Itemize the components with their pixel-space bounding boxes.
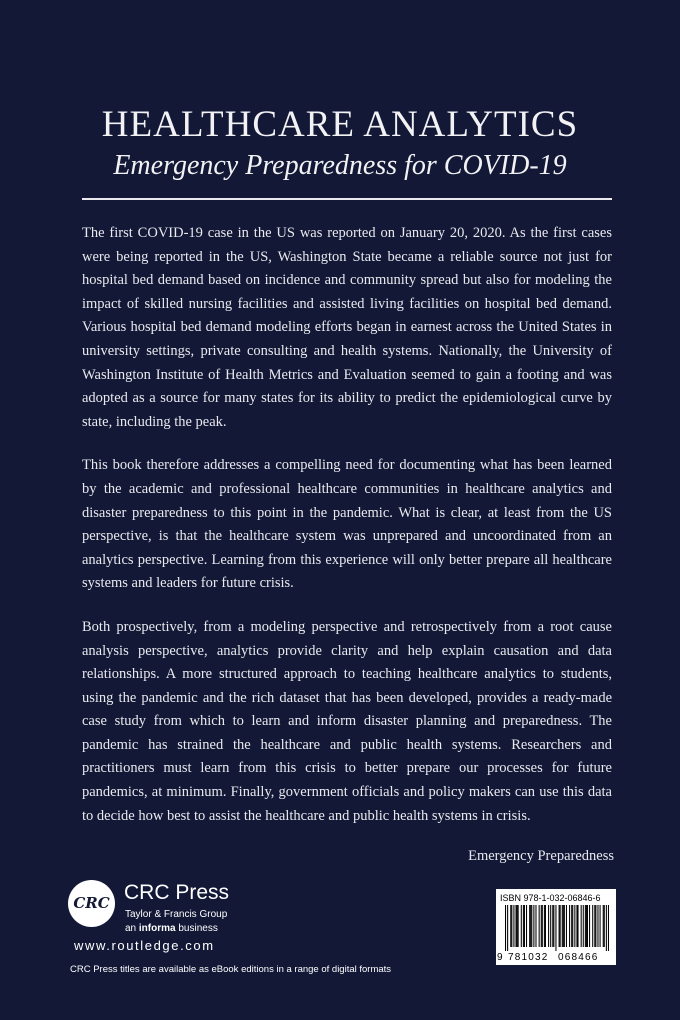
barcode-bar xyxy=(529,905,530,947)
barcode-bar xyxy=(574,905,575,947)
informa-suffix: business xyxy=(175,923,218,934)
barcode-bar xyxy=(566,905,567,947)
blurb-paragraph: This book therefore addresses a compelling need for documenting what has been learned by the academic and professional healthcare communities in healthcare analytics and disaster preparedness to this point in the pandemic. What is clear, at least from the US perspective, is that the healthcare system was unprepared and uncoordinated from an analytics perspective. Learning from this experience will only better prepare all healthcare systems and leaders for future crisis. xyxy=(82,457,612,592)
blurb-paragraph: Both prospectively, from a modeling perspective and retrospectively from a root cause analysis perspective, analytics provide clarity and help explain causation and data relationships. A more structured approach to teaching healthcare analytics to students, using the pandemic and the rich dataset that has been developed, provides a ready-made case study from which to learn and inform disaster planning and preparedness. The pandemic has strained the healthcare and public health systems. Researchers and practitioners must learn from this crisis to better prepare our processes for future pandemics, at minimum. Finally, government officials and policy makers can use this data to decide how best to assist the healthcare and public health systems in crisis. xyxy=(82,618,612,824)
barcode-bar xyxy=(510,905,511,947)
barcode-bar xyxy=(586,905,587,947)
barcode-bars xyxy=(505,905,609,951)
blurb xyxy=(82,222,612,848)
barcode xyxy=(496,889,616,965)
barcode-bar xyxy=(603,905,604,947)
barcode-bar xyxy=(594,905,595,947)
barcode-bar xyxy=(595,905,596,947)
barcode-bar xyxy=(604,905,605,947)
blurb-paragraph: The first COVID-19 case in the US was reported on January 20, 2020. As the first cases were being reported in the US, Washington State became a reliable source not just for hospital bed demand based on incidence and community spread but also for modeling the impact of skilled nursing facilities and assisted living facilities on hospital bed demand. Various hospital bed demand modeling efforts began in earnest across the United States in university settings, private consulting and health systems. Nationally, the University of Washington Institute of Health Metrics and Evaluation seemed to gain a footing and was adopted as a source for many states for its ability to predict the epidemiological curve by state, including the peak. xyxy=(82,225,612,430)
barcode-bar xyxy=(523,905,524,947)
title-divider xyxy=(82,198,612,200)
barcode-bar xyxy=(597,905,598,947)
barcode-bar xyxy=(545,905,546,947)
barcode-bar xyxy=(592,905,593,947)
barcode-bar xyxy=(555,905,556,951)
barcode-bar xyxy=(505,905,506,951)
ebook-note: CRC Press titles are available as eBook editions in a range of digital formats xyxy=(70,964,392,975)
barcode-bar xyxy=(531,905,532,947)
barcode-bar xyxy=(552,905,553,947)
barcode-bar xyxy=(530,905,531,947)
barcode-right-digits: 068466 xyxy=(558,952,599,963)
barcode-bar xyxy=(606,905,607,951)
barcode-bar xyxy=(533,905,534,947)
barcode-bar xyxy=(548,905,549,947)
barcode-bar xyxy=(544,905,545,947)
isbn-text: ISBN 978-1-032-06846-6 xyxy=(500,893,601,903)
publisher-name: CRC Press xyxy=(124,881,230,904)
series-signature: Emergency Preparedness xyxy=(468,848,614,864)
barcode-bar xyxy=(576,905,577,947)
barcode-bar xyxy=(507,905,508,951)
barcode-bar xyxy=(539,905,540,947)
informa-prefix: an xyxy=(125,923,139,934)
publisher-group: Taylor & Francis Group xyxy=(125,909,228,920)
barcode-bar xyxy=(559,905,560,947)
barcode-bar xyxy=(541,905,542,947)
barcode-bar xyxy=(581,905,582,947)
barcode-bar xyxy=(550,905,551,947)
barcode-bar xyxy=(569,905,570,947)
informa-brand: informa xyxy=(138,923,176,934)
barcode-bar xyxy=(571,905,572,947)
barcode-bar xyxy=(587,905,588,947)
barcode-bar xyxy=(513,905,514,947)
barcode-bar xyxy=(535,905,536,947)
barcode-bar xyxy=(542,905,543,947)
barcode-bar xyxy=(583,905,584,947)
barcode-bar xyxy=(600,905,601,947)
barcode-bar xyxy=(589,905,590,947)
publisher-website[interactable]: www.routledge.com xyxy=(74,938,215,953)
barcode-bar xyxy=(563,905,564,947)
barcode-bar xyxy=(608,905,609,951)
barcode-bar xyxy=(572,905,573,947)
barcode-bar xyxy=(524,905,525,947)
book-subtitle: Emergency Preparedness for COVID-19 xyxy=(113,150,567,181)
barcode-bar xyxy=(516,905,517,947)
barcode-left-digits: 781032 xyxy=(508,952,549,963)
crc-logo-icon: CRC xyxy=(68,880,115,927)
barcode-bar xyxy=(517,905,518,947)
barcode-bar xyxy=(518,905,519,947)
book-title: HEALTHCARE ANALYTICS xyxy=(101,104,579,145)
barcode-bar xyxy=(562,905,563,947)
barcode-bar xyxy=(521,905,522,947)
barcode-bar xyxy=(560,905,561,947)
barcode-bar xyxy=(511,905,512,947)
barcode-bar xyxy=(577,905,578,947)
barcode-bar xyxy=(526,905,527,947)
barcode-digits xyxy=(496,952,616,964)
publisher-informa xyxy=(125,923,218,934)
barcode-bar xyxy=(585,905,586,947)
barcode-bar xyxy=(553,905,554,947)
barcode-bar xyxy=(564,905,565,947)
barcode-first-digit: 9 xyxy=(497,952,503,963)
